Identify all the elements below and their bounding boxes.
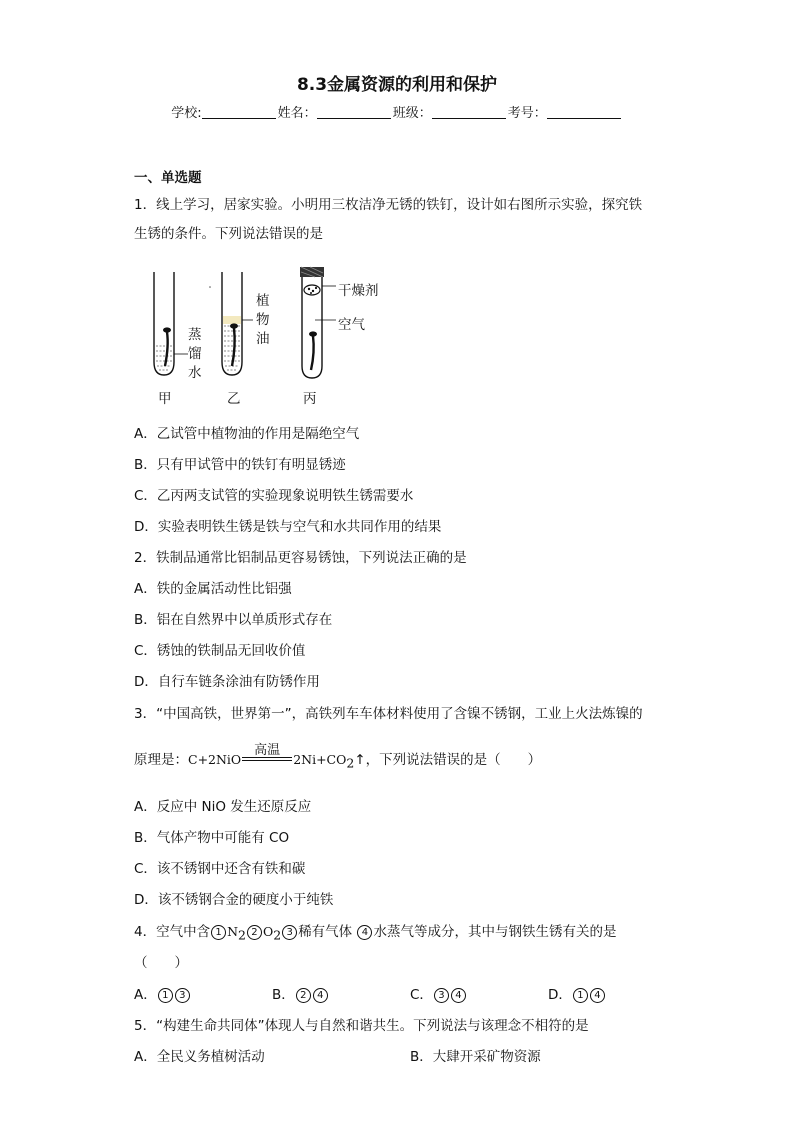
q2-stem: 2．铁制品通常比铝制品更容易锈蚀，下列说法正确的是 [134,550,467,566]
q1-stem-line1: 1．线上学习，居家实验。小明用三枚洁净无锈的铁钉，设计如右图所示实验，探究铁 [134,197,643,213]
q4-stem-line1: 4．空气中含 1 $N_2$ 2 $O_2$ 3 稀有气体 4 水蒸气等成分，其中与钢铁生锈有关的是 [134,924,617,943]
q2-option-b: B．铝在自然界中以单质形式存在 [134,612,333,628]
q3-option-d: D．该不锈钢合金的硬度小于纯铁 [134,892,334,908]
q5-option-a: A．全民义务植树活动 [134,1049,265,1065]
class-label: 班级： [392,106,432,121]
oil-label: 植 物 油 [256,293,270,347]
tube-yi [209,272,253,375]
tube-label-bing: 丙 [303,391,317,407]
q3-suffix: ↑，下列说法错误的是（ ） [354,752,542,768]
name-blank [317,106,391,119]
q3-prefix: 原理是： [134,752,188,768]
equation-right: 2Ni+CO [293,752,347,767]
q1-option-b: B．只有甲试管中的铁钉有明显锈迹 [134,457,346,473]
id-blank [547,106,621,119]
equation-sign [242,743,292,767]
q1-option-a: A．乙试管中植物油的作用是隔绝空气 [134,426,360,442]
air-label: 空气 [338,317,365,333]
q4-option-d: D． 1 4 [548,983,606,1003]
circled-number-2: 2 [247,925,262,940]
q2-option-c: C．锈蚀的铁制品无回收价值 [134,643,306,659]
circled-number-3: 3 [282,925,297,940]
id-label: 考号： [507,106,547,121]
circled-number-4: 4 [357,925,372,940]
school-blank [202,106,276,119]
tube-label-jia: 甲 [158,391,172,407]
q5-option-b: B．大肆开采矿物资源 [410,1049,541,1065]
tube-label-yi: 乙 [227,391,241,407]
class-blank [432,106,506,119]
section-title: 一、单选题 [134,170,202,186]
q3-option-b: B．气体产物中可能有 CO [134,830,290,846]
q3-stem-line1: 3．“中国高铁，世界第一”，高铁列车车体材料使用了含镍不锈钢，工业上火法炼镍的 [134,706,643,722]
q2-option-a: A．铁的金属活动性比铝强 [134,581,292,597]
q1-option-d: D．实验表明铁生锈是铁与空气和水共同作用的结果 [134,519,442,535]
q5-stem: 5．“构建生命共同体”体现人与自然和谐共生。下列说法与该理念不相符的是 [134,1018,589,1034]
q3-stem-line2 [134,743,542,771]
page-title: 8.3金属资源的利用和保护 [296,75,498,95]
desiccant-label: 干燥剂 [338,283,379,299]
equation-left: C+2NiO [188,752,242,767]
name-label: 姓名： [277,106,317,121]
q4-option-c: C． 3 4 [410,983,467,1003]
q4-stem-line2: （ ） [134,955,188,971]
q4-option-b: B． 2 4 [272,983,329,1003]
q2-option-d: D．自行车链条涂油有防锈作用 [134,674,320,690]
q4-option-a: A． 1 3 [134,983,191,1003]
q3-option-a: A．反应中 NiO 发生还原反应 [134,799,312,815]
water-label: 蒸 馏 水 [188,327,202,381]
tube-jia [154,272,188,375]
reaction-condition: 高温 [254,743,281,758]
student-info-line [0,102,794,121]
q1-option-c: C．乙丙两支试管的实验现象说明铁生锈需要水 [134,488,414,504]
q3-option-c: C．该不锈钢中还含有铁和碳 [134,861,306,877]
school-label: 学校: [171,106,202,121]
tube-bing [300,267,336,378]
equation-subscript: 2 [346,755,355,771]
q1-stem-line2: 生锈的条件。下列说法错误的是 [134,226,323,242]
circled-number-1: 1 [211,925,226,940]
